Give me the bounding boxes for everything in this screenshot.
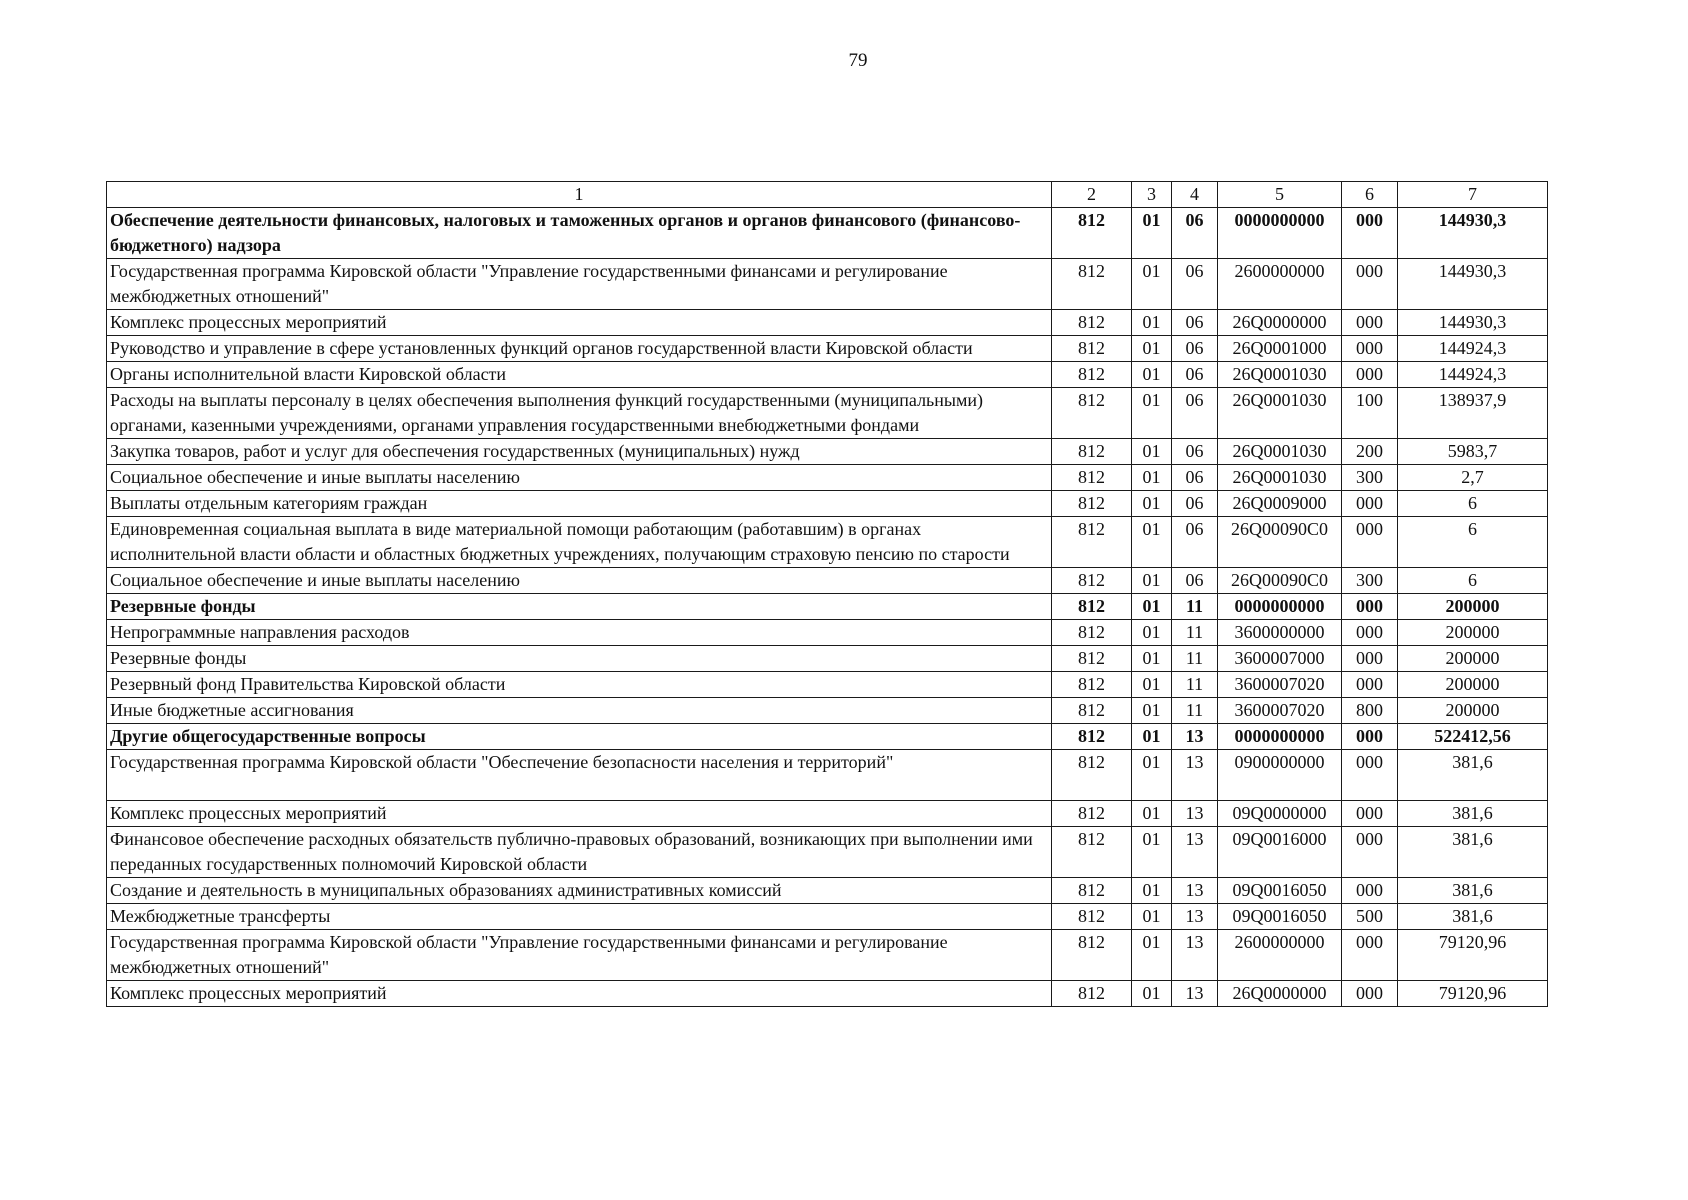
row-subsection-code: 11 bbox=[1172, 698, 1218, 724]
row-expense-type-code: 300 bbox=[1342, 568, 1398, 594]
row-name: Социальное обеспечение и иные выплаты населению bbox=[107, 465, 1052, 491]
row-expense-type-code: 000 bbox=[1342, 208, 1398, 259]
row-target-item-code: 0000000000 bbox=[1218, 208, 1342, 259]
row-amount: 6 bbox=[1398, 517, 1548, 568]
row-subsection-code: 06 bbox=[1172, 517, 1218, 568]
row-subsection-code: 13 bbox=[1172, 750, 1218, 801]
row-section-code: 01 bbox=[1132, 646, 1172, 672]
row-name: Органы исполнительной власти Кировской области bbox=[107, 362, 1052, 388]
row-amount: 200000 bbox=[1398, 672, 1548, 698]
row-subsection-code: 06 bbox=[1172, 310, 1218, 336]
row-amount: 381,6 bbox=[1398, 801, 1548, 827]
header-col-2: 2 bbox=[1052, 182, 1132, 208]
row-target-item-code: 3600007000 bbox=[1218, 646, 1342, 672]
row-name: Резервные фонды bbox=[107, 646, 1052, 672]
row-target-item-code: 3600000000 bbox=[1218, 620, 1342, 646]
row-section-code: 01 bbox=[1132, 620, 1172, 646]
row-subsection-code: 06 bbox=[1172, 336, 1218, 362]
table-row bbox=[107, 491, 1548, 517]
row-section-code: 01 bbox=[1132, 878, 1172, 904]
row-expense-type-code: 000 bbox=[1342, 646, 1398, 672]
row-expense-type-code: 000 bbox=[1342, 491, 1398, 517]
row-ministry-code: 812 bbox=[1052, 208, 1132, 259]
row-name: Государственная программа Кировской области "Обеспечение безопасности населения и территорий" bbox=[107, 750, 1052, 801]
row-name: Расходы на выплаты персоналу в целях обеспечения выполнения функций государственными (муниципальными) органами, казенными учреждениями, органами управления государственными внебюджетными фондами bbox=[107, 388, 1052, 439]
row-amount: 381,6 bbox=[1398, 904, 1548, 930]
table-row bbox=[107, 517, 1548, 568]
row-target-item-code: 09Q0016000 bbox=[1218, 827, 1342, 878]
row-name: Государственная программа Кировской области "Управление государственными финансами и регулирование межбюджетных отношений" bbox=[107, 930, 1052, 981]
header-col-5: 5 bbox=[1218, 182, 1342, 208]
row-ministry-code: 812 bbox=[1052, 904, 1132, 930]
row-subsection-code: 06 bbox=[1172, 491, 1218, 517]
row-name: Комплекс процессных мероприятий bbox=[107, 801, 1052, 827]
row-ministry-code: 812 bbox=[1052, 646, 1132, 672]
row-section-code: 01 bbox=[1132, 827, 1172, 878]
row-amount: 79120,96 bbox=[1398, 930, 1548, 981]
row-target-item-code: 26Q00090C0 bbox=[1218, 568, 1342, 594]
row-section-code: 01 bbox=[1132, 930, 1172, 981]
row-section-code: 01 bbox=[1132, 672, 1172, 698]
row-subsection-code: 13 bbox=[1172, 981, 1218, 1007]
row-target-item-code: 26Q0001000 bbox=[1218, 336, 1342, 362]
table-body bbox=[107, 208, 1548, 1007]
row-ministry-code: 812 bbox=[1052, 981, 1132, 1007]
row-subsection-code: 11 bbox=[1172, 646, 1218, 672]
row-subsection-code: 11 bbox=[1172, 672, 1218, 698]
row-ministry-code: 812 bbox=[1052, 801, 1132, 827]
row-subsection-code: 06 bbox=[1172, 259, 1218, 310]
row-amount: 144924,3 bbox=[1398, 362, 1548, 388]
row-amount: 381,6 bbox=[1398, 750, 1548, 801]
row-expense-type-code: 000 bbox=[1342, 336, 1398, 362]
row-subsection-code: 06 bbox=[1172, 208, 1218, 259]
row-section-code: 01 bbox=[1132, 750, 1172, 801]
table-row bbox=[107, 208, 1548, 259]
table-row bbox=[107, 259, 1548, 310]
row-target-item-code: 26Q0000000 bbox=[1218, 310, 1342, 336]
table-row bbox=[107, 724, 1548, 750]
row-name: Создание и деятельность в муниципальных образованиях административных комиссий bbox=[107, 878, 1052, 904]
row-expense-type-code: 000 bbox=[1342, 310, 1398, 336]
row-name: Обеспечение деятельности финансовых, налоговых и таможенных органов и органов финансового (финансово-бюджетного) надзора bbox=[107, 208, 1052, 259]
row-amount: 6 bbox=[1398, 491, 1548, 517]
header-col-3: 3 bbox=[1132, 182, 1172, 208]
row-ministry-code: 812 bbox=[1052, 310, 1132, 336]
row-ministry-code: 812 bbox=[1052, 930, 1132, 981]
row-subsection-code: 11 bbox=[1172, 620, 1218, 646]
header-col-4: 4 bbox=[1172, 182, 1218, 208]
row-target-item-code: 26Q0001030 bbox=[1218, 388, 1342, 439]
row-section-code: 01 bbox=[1132, 259, 1172, 310]
row-expense-type-code: 200 bbox=[1342, 439, 1398, 465]
row-target-item-code: 0000000000 bbox=[1218, 724, 1342, 750]
row-ministry-code: 812 bbox=[1052, 439, 1132, 465]
row-section-code: 01 bbox=[1132, 388, 1172, 439]
row-target-item-code: 3600007020 bbox=[1218, 698, 1342, 724]
row-expense-type-code: 000 bbox=[1342, 750, 1398, 801]
row-name: Непрограммные направления расходов bbox=[107, 620, 1052, 646]
row-expense-type-code: 000 bbox=[1342, 620, 1398, 646]
row-expense-type-code: 000 bbox=[1342, 259, 1398, 310]
header-col-1: 1 bbox=[107, 182, 1052, 208]
table-row bbox=[107, 336, 1548, 362]
row-target-item-code: 26Q00090C0 bbox=[1218, 517, 1342, 568]
table-row bbox=[107, 439, 1548, 465]
table-row bbox=[107, 362, 1548, 388]
table-row bbox=[107, 388, 1548, 439]
row-section-code: 01 bbox=[1132, 439, 1172, 465]
row-name: Руководство и управление в сфере установленных функций органов государственной власти Кировской области bbox=[107, 336, 1052, 362]
row-section-code: 01 bbox=[1132, 491, 1172, 517]
header-col-6: 6 bbox=[1342, 182, 1398, 208]
row-ministry-code: 812 bbox=[1052, 620, 1132, 646]
row-amount: 144930,3 bbox=[1398, 259, 1548, 310]
table-row bbox=[107, 672, 1548, 698]
row-ministry-code: 812 bbox=[1052, 465, 1132, 491]
row-name: Выплаты отдельным категориям граждан bbox=[107, 491, 1052, 517]
row-subsection-code: 13 bbox=[1172, 930, 1218, 981]
row-subsection-code: 13 bbox=[1172, 878, 1218, 904]
row-section-code: 01 bbox=[1132, 465, 1172, 491]
row-subsection-code: 13 bbox=[1172, 724, 1218, 750]
row-name: Комплекс процессных мероприятий bbox=[107, 310, 1052, 336]
row-ministry-code: 812 bbox=[1052, 724, 1132, 750]
row-amount: 144930,3 bbox=[1398, 310, 1548, 336]
row-ministry-code: 812 bbox=[1052, 336, 1132, 362]
row-target-item-code: 26Q0009000 bbox=[1218, 491, 1342, 517]
row-target-item-code: 26Q0001030 bbox=[1218, 439, 1342, 465]
row-expense-type-code: 000 bbox=[1342, 724, 1398, 750]
table-row bbox=[107, 646, 1548, 672]
row-ministry-code: 812 bbox=[1052, 362, 1132, 388]
table-row bbox=[107, 698, 1548, 724]
row-subsection-code: 13 bbox=[1172, 904, 1218, 930]
row-section-code: 01 bbox=[1132, 594, 1172, 620]
row-target-item-code: 2600000000 bbox=[1218, 930, 1342, 981]
row-name: Государственная программа Кировской области "Управление государственными финансами и регулирование межбюджетных отношений" bbox=[107, 259, 1052, 310]
row-amount: 200000 bbox=[1398, 646, 1548, 672]
row-section-code: 01 bbox=[1132, 336, 1172, 362]
row-subsection-code: 06 bbox=[1172, 439, 1218, 465]
budget-table bbox=[106, 181, 1548, 1007]
row-name: Резервные фонды bbox=[107, 594, 1052, 620]
row-expense-type-code: 000 bbox=[1342, 362, 1398, 388]
row-section-code: 01 bbox=[1132, 724, 1172, 750]
row-section-code: 01 bbox=[1132, 568, 1172, 594]
row-target-item-code: 26Q0001030 bbox=[1218, 465, 1342, 491]
row-target-item-code: 09Q0000000 bbox=[1218, 801, 1342, 827]
row-expense-type-code: 300 bbox=[1342, 465, 1398, 491]
table-row bbox=[107, 827, 1548, 878]
row-target-item-code: 0000000000 bbox=[1218, 594, 1342, 620]
table-row bbox=[107, 750, 1548, 801]
row-name: Финансовое обеспечение расходных обязательств публично-правовых образований, возникающих при выполнении ими переданных государственных полномочий Кировской области bbox=[107, 827, 1052, 878]
table-row bbox=[107, 930, 1548, 981]
table-row bbox=[107, 904, 1548, 930]
row-target-item-code: 0900000000 bbox=[1218, 750, 1342, 801]
row-amount: 144930,3 bbox=[1398, 208, 1548, 259]
row-section-code: 01 bbox=[1132, 208, 1172, 259]
table-row bbox=[107, 465, 1548, 491]
row-expense-type-code: 800 bbox=[1342, 698, 1398, 724]
row-expense-type-code: 000 bbox=[1342, 930, 1398, 981]
row-name: Резервный фонд Правительства Кировской области bbox=[107, 672, 1052, 698]
row-subsection-code: 06 bbox=[1172, 465, 1218, 491]
row-target-item-code: 09Q0016050 bbox=[1218, 878, 1342, 904]
header-row bbox=[107, 182, 1548, 208]
row-expense-type-code: 000 bbox=[1342, 981, 1398, 1007]
row-expense-type-code: 000 bbox=[1342, 827, 1398, 878]
table-row bbox=[107, 801, 1548, 827]
table-row bbox=[107, 310, 1548, 336]
row-ministry-code: 812 bbox=[1052, 388, 1132, 439]
page-number: 79 bbox=[848, 50, 868, 71]
row-amount: 381,6 bbox=[1398, 878, 1548, 904]
row-name: Межбюджетные трансферты bbox=[107, 904, 1052, 930]
row-subsection-code: 13 bbox=[1172, 801, 1218, 827]
row-subsection-code: 06 bbox=[1172, 388, 1218, 439]
row-target-item-code: 09Q0016050 bbox=[1218, 904, 1342, 930]
row-amount: 200000 bbox=[1398, 620, 1548, 646]
row-ministry-code: 812 bbox=[1052, 594, 1132, 620]
row-subsection-code: 11 bbox=[1172, 594, 1218, 620]
table-row bbox=[107, 568, 1548, 594]
row-subsection-code: 06 bbox=[1172, 362, 1218, 388]
row-expense-type-code: 000 bbox=[1342, 672, 1398, 698]
row-ministry-code: 812 bbox=[1052, 517, 1132, 568]
row-section-code: 01 bbox=[1132, 904, 1172, 930]
table-row bbox=[107, 594, 1548, 620]
row-section-code: 01 bbox=[1132, 362, 1172, 388]
row-subsection-code: 06 bbox=[1172, 568, 1218, 594]
row-amount: 2,7 bbox=[1398, 465, 1548, 491]
row-subsection-code: 13 bbox=[1172, 827, 1218, 878]
row-name: Социальное обеспечение и иные выплаты населению bbox=[107, 568, 1052, 594]
row-ministry-code: 812 bbox=[1052, 750, 1132, 801]
row-expense-type-code: 000 bbox=[1342, 801, 1398, 827]
row-amount: 200000 bbox=[1398, 698, 1548, 724]
row-name: Иные бюджетные ассигнования bbox=[107, 698, 1052, 724]
row-ministry-code: 812 bbox=[1052, 827, 1132, 878]
row-target-item-code: 3600007020 bbox=[1218, 672, 1342, 698]
row-section-code: 01 bbox=[1132, 310, 1172, 336]
table-row bbox=[107, 878, 1548, 904]
row-section-code: 01 bbox=[1132, 801, 1172, 827]
row-name: Другие общегосударственные вопросы bbox=[107, 724, 1052, 750]
row-target-item-code: 26Q0001030 bbox=[1218, 362, 1342, 388]
row-expense-type-code: 000 bbox=[1342, 878, 1398, 904]
row-target-item-code: 2600000000 bbox=[1218, 259, 1342, 310]
row-amount: 522412,56 bbox=[1398, 724, 1548, 750]
row-expense-type-code: 500 bbox=[1342, 904, 1398, 930]
table-row bbox=[107, 620, 1548, 646]
row-ministry-code: 812 bbox=[1052, 259, 1132, 310]
row-amount: 381,6 bbox=[1398, 827, 1548, 878]
row-expense-type-code: 000 bbox=[1342, 517, 1398, 568]
row-ministry-code: 812 bbox=[1052, 672, 1132, 698]
row-amount: 6 bbox=[1398, 568, 1548, 594]
table-row bbox=[107, 981, 1548, 1007]
row-amount: 5983,7 bbox=[1398, 439, 1548, 465]
row-amount: 144924,3 bbox=[1398, 336, 1548, 362]
row-amount: 138937,9 bbox=[1398, 388, 1548, 439]
row-amount: 200000 bbox=[1398, 594, 1548, 620]
row-ministry-code: 812 bbox=[1052, 568, 1132, 594]
row-section-code: 01 bbox=[1132, 517, 1172, 568]
row-name: Закупка товаров, работ и услуг для обеспечения государственных (муниципальных) нужд bbox=[107, 439, 1052, 465]
row-expense-type-code: 100 bbox=[1342, 388, 1398, 439]
row-section-code: 01 bbox=[1132, 698, 1172, 724]
row-expense-type-code: 000 bbox=[1342, 594, 1398, 620]
row-name: Комплекс процессных мероприятий bbox=[107, 981, 1052, 1007]
row-section-code: 01 bbox=[1132, 981, 1172, 1007]
row-ministry-code: 812 bbox=[1052, 878, 1132, 904]
header-col-7: 7 bbox=[1398, 182, 1548, 208]
row-ministry-code: 812 bbox=[1052, 698, 1132, 724]
row-target-item-code: 26Q0000000 bbox=[1218, 981, 1342, 1007]
row-ministry-code: 812 bbox=[1052, 491, 1132, 517]
row-amount: 79120,96 bbox=[1398, 981, 1548, 1007]
row-name: Единовременная социальная выплата в виде материальной помощи работающим (работавшим) в органах исполнительной власти области и областных бюджетных учреждениях, получающим страховую пенсию по старости bbox=[107, 517, 1052, 568]
